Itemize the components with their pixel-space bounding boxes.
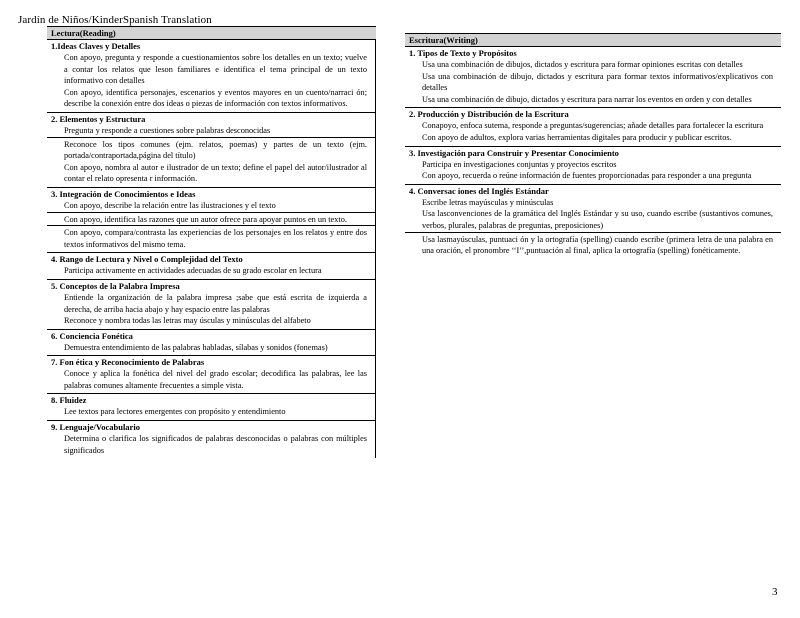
section-title: 2. Producción y Distribución de la Escritura: [409, 109, 569, 120]
standard-item: Reconoce y nombra todas las letras may úsculas y minúsculas del alfabeto: [64, 316, 311, 326]
section-title: 4. Conversac iones del Inglés Estándar: [409, 185, 549, 196]
standard-item: Usa lasconvenciones de la gramática del Inglés Estándar y su uso, cuando escribe (sustantivos comunes, verbos, plurales, palabras de preguntas, preposiciones): [422, 209, 773, 230]
section-title: 3. Investigación para Construir y Presentar Conocimiento: [409, 147, 619, 158]
standard-item: Con apoyo, identifica las razones que un autor ofrece para apoyar puntos en un texto.: [47, 212, 375, 226]
standard-item: Escribe letras mayúsculas y minúsculas: [422, 197, 554, 207]
reading-sections: [47, 40, 376, 458]
standard-item: Conapoyo, enfoca sutema, responde a preguntas/sugerencias; añade detalles para fortalecer la escritura: [422, 121, 764, 131]
reading-column: [47, 26, 376, 458]
section-title: 8. Fluidez: [51, 395, 87, 406]
standard-item: Participa activamente en actividades adecuadas de su grado escolar en lectura: [64, 266, 322, 276]
standard-item: Lee textos para lectores emergentes con propósito y entendimiento: [64, 407, 286, 417]
standard-section: [405, 47, 781, 107]
section-title: 2. Elementos y Estructura: [51, 113, 146, 124]
standard-section: [47, 279, 375, 329]
standard-item: Demuestra entendimiento de las palabras habladas, sílabas y sonidos (fonemas): [64, 342, 328, 352]
section-title: 6. Conciencia Fonética: [51, 330, 133, 341]
standard-section: [47, 420, 375, 458]
standard-item: Con apoyo, compara/contrasta las experiencias de los personajes en los relatos y entre dos textos informativos del mismo tema.: [47, 225, 375, 250]
standard-item: Con apoyo, recuerda o reúne información de fuentes proporcionadas para responder a una pregunta: [422, 171, 752, 181]
standard-item: Participa en investigaciones conjuntas y proyectos escritos: [422, 159, 617, 169]
page-number: 3: [772, 586, 778, 598]
standard-item: Conoce y aplica la fonética del nivel del grado escolar; decodifica las palabras, lee las palabras comunes altamente frecuentes a simple vista.: [64, 369, 367, 390]
standard-item: Usa una combinación de dibujo, dictados y escritura para narrar los eventos en orden y con detalles: [422, 94, 752, 104]
standard-section: [47, 187, 375, 252]
writing-sections: [405, 47, 781, 259]
standard-section: [47, 252, 375, 279]
reading-header: Lectura(Reading): [47, 26, 376, 40]
section-title: 7. Fon ética y Reconocimiento de Palabras: [51, 357, 205, 368]
writing-header: Escritura(Writing): [405, 33, 781, 47]
standard-item: Usa lasmayúsculas, puntuaci ón y la ortografía (spelling) cuando escribe (primera letra de una palabra en una oración, el pronombre ‘‘I’’,puntuación al final, aplica la ortografía (spelling) fonéticamente.: [405, 232, 781, 257]
standard-item: Con apoyo, identifica personajes, escenarios y eventos mayores en un cuento/narraci ón; describe la conexión entre dos ideas o piezas de información con textos informativos.: [64, 87, 367, 109]
standard-item: Determina o clarifica los significados de palabras desconocidas o palabras con múltiples significados: [64, 434, 367, 455]
standard-item: Con apoyo de adultos, explora varias herramientas digitales para producir y publicar escritos.: [422, 132, 732, 142]
standard-section: [47, 393, 375, 420]
standard-section: [47, 355, 375, 393]
standard-item: Con apoyo, nombra al autor e ilustrador de un texto; define el papel del autor/ilustrador al contar el relato opresenta r información.: [64, 162, 367, 184]
standard-item: Entiende la organización de la palabra impresa ;sabe que está escrita de izquierda a derecha, de arriba hacia abajo y hay espacio entre las palabras: [64, 292, 367, 314]
section-title: 5. Conceptos de la Palabra Impresa: [51, 280, 180, 291]
section-title: 3. Integración de Conocimientos e Ideas: [51, 188, 196, 199]
standard-section: [47, 40, 375, 112]
standard-item: Con apoyo, describe la relación entre las ilustraciones y el texto: [64, 200, 276, 210]
section-spacer: [47, 456, 375, 458]
section-title: 1. Tipos de Texto y Propósitos: [409, 48, 517, 58]
standard-section: [405, 107, 781, 145]
section-title: 9. Lenguaje/Vocabulario: [51, 422, 140, 433]
standard-item: Usa una combinación de dibujo, dictados y escritura para formar textos informativos/explicativos con detalles: [422, 71, 773, 93]
standard-section: [47, 329, 375, 356]
standard-section: [405, 146, 781, 184]
standard-item: Reconoce los tipos comunes (ejm. relatos, poemas) y partes de un texto (ejm. portada/contraportada,página del título): [47, 137, 375, 162]
standard-section: [47, 112, 375, 187]
section-title: 1.Ideas Claves y Detalles: [51, 41, 141, 51]
standard-item: Usa una combinación de dibujos, dictados y escritura para formar opiniones escritas con detalles: [422, 60, 743, 69]
standard-section: [405, 184, 781, 259]
writing-column: [405, 33, 781, 259]
standard-item: Con apoyo, pregunta y responde a cuestionamientos sobre los detalles en un texto; vuelve a contar los relatos que leson familiares e identifica el tema principal de un texto informativo con detalles: [64, 53, 367, 86]
section-spacer: [405, 257, 781, 259]
standard-item: Pregunta y responde a cuestiones sobre palabras desconocidas: [64, 125, 271, 135]
section-title: 4. Rango de Lectura y Nivel o Complejidad del Texto: [51, 254, 243, 265]
page-title: Jardín de Niños/KinderSpanish Translation: [18, 14, 212, 26]
